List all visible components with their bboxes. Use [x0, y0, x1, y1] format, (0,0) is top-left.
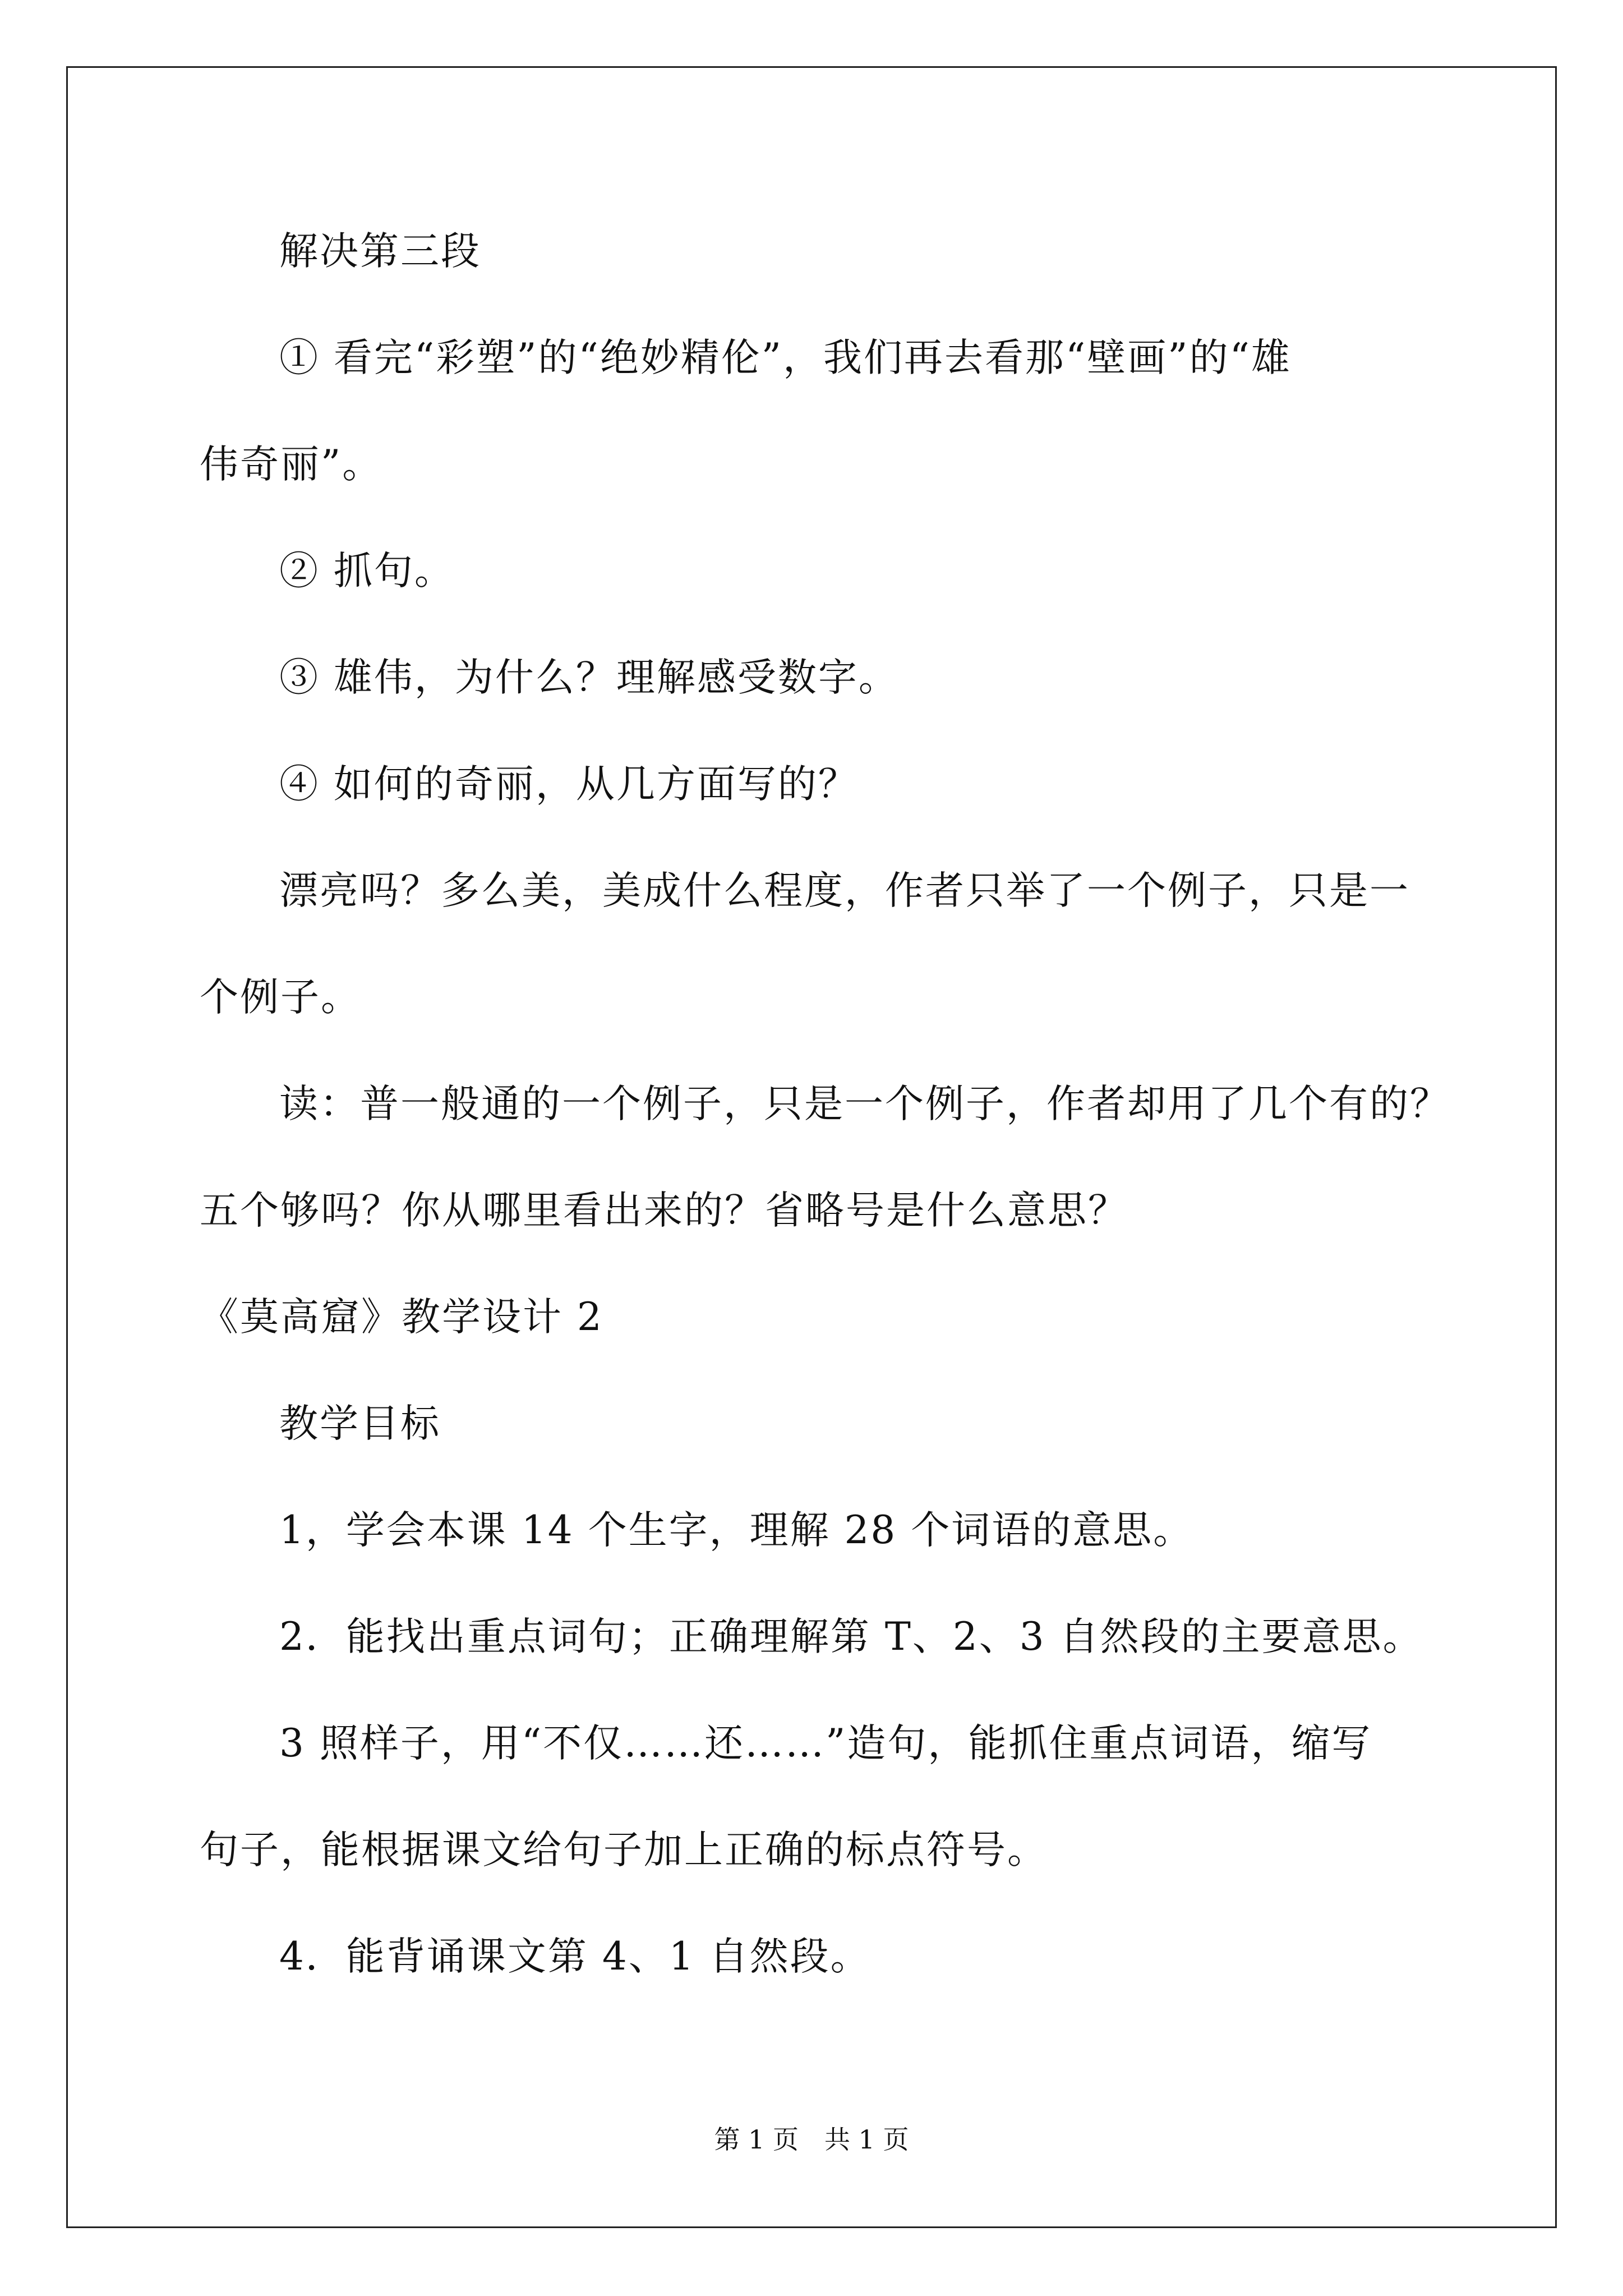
text-line: 1，学会本课 14 个生字，理解 28 个词语的意思。 — [279, 1508, 1194, 1553]
text-line: ① 看完“彩塑”的“绝妙精伦”，我们再去看那“壁画”的“雄 — [279, 335, 1292, 380]
text-line: ② 抓句。 — [279, 549, 455, 593]
text-line: 读：普一般通的一个例子，只是一个例子，作者却用了几个有的？ — [279, 1082, 1450, 1126]
text-line: 五个够吗？你从哪里看出来的？省略号是什么意思？ — [200, 1188, 1128, 1233]
text-line: 3 照样子，用“不仅……还……”造句，能抓住重点词语，缩写 — [279, 1721, 1372, 1766]
text-line: 伟奇丽”。 — [200, 442, 383, 487]
text-line: 个例子。 — [200, 975, 361, 1020]
text-line: 4．能背诵课文第 4、1 自然段。 — [279, 1934, 871, 1979]
document-title: 《莫高窟》教学设计 2 — [200, 1295, 603, 1340]
text-line-heading-section: 解决第三段 — [279, 229, 481, 274]
text-line: 2．能找出重点词句；正确理解第 T、2、3 自然段的主要意思。 — [279, 1614, 1423, 1659]
page-footer: 第 1 页 共 1 页 — [714, 2124, 909, 2155]
text-line: 漂亮吗？多么美，美成什么程度，作者只举了一个例子，只是一 — [279, 868, 1410, 913]
text-line: 句子，能根据课文给句子加上正确的标点符号。 — [200, 1828, 1048, 1872]
text-line: ③ 雄伟，为什么？理解感受数字。 — [279, 655, 899, 700]
page-border — [66, 66, 1557, 2228]
text-line: ④ 如何的奇丽，从几方面写的？ — [279, 762, 859, 807]
section-heading: 教学目标 — [279, 1401, 441, 1446]
